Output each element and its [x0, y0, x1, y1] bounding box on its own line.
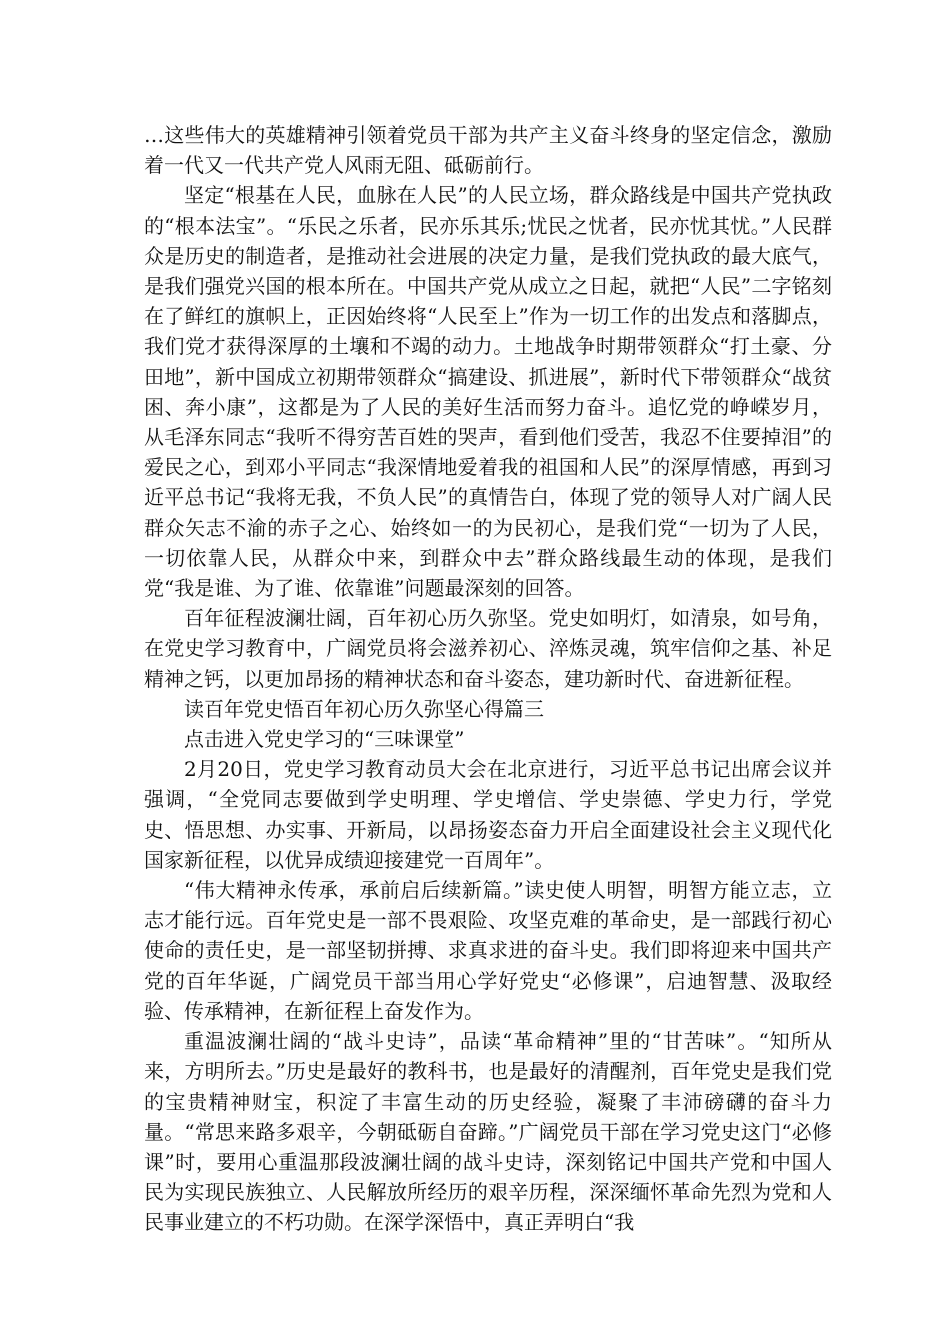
- document-page: [144, 120, 832, 1238]
- section-heading: 读百年党史悟百年初心历久弥坚心得篇三: [184, 696, 544, 721]
- paragraph: 2月20日，党史学习教育动员大会在北京进行，习近平总书记出席会议并强调，“全党同志要做到学史明理、学史增信、学史崇德、学史力行，学党史、悟思想、办实事、开新局，以昂扬姿态奋力开启全面建设社会主义现代化国家新征程，以优异成绩迎接建党一百周年”。: [144, 757, 832, 872]
- paragraph: 重温波澜壮阔的“战斗史诗”，品读“革命精神”里的“甘苦味”。“知所从来，方明所去。”历史是最好的教科书，也是最好的清醒剂，百年党史是我们党的宝贵精神财宝，积淀了丰富生动的历史经验，凝聚了丰沛磅礴的奋斗力量。“常思来路多艰辛，今朝砥砺自奋蹄。”广阔党员干部在学习党史这门“必修课”时，要用心重温那段波澜壮阔的战斗史诗，深刻铭记中国共产党和中国人民为实现民族独立、人民解放所经历的艰辛历程，深深缅怀革命先烈为党和人民事业建立的不朽功勋。在深学深悟中，真正弄明白“我: [144, 1029, 832, 1235]
- paragraph: …这些伟大的英雄精神引领着党员干部为共产主义奋斗终身的坚定信念，激励着一代又一代共产党人风雨无阻、砥砺前行。: [144, 123, 832, 178]
- paragraph: 坚定“根基在人民，血脉在人民”的人民立场，群众路线是中国共产党执政的“根本法宝”。“乐民之乐者，民亦乐其乐;忧民之忧者，民亦忧其忧。”人民群众是历史的制造者，是推动社会进展的决定力量，是我们党执政的最大底气，是我们强党兴国的根本所在。中国共产党从成立之日起，就把“人民”二字铭刻在了鲜红的旗帜上，正因始终将“人民至上”作为一切工作的出发点和落脚点，我们党才获得深厚的土壤和不竭的动力。土地战争时期带领群众“打土豪、分田地”，新中国成立初期带领群众“搞建设、抓进展”，新时代下带领群众“战贫困、奔小康”，这都是为了人民的美好生活而努力奋斗。追忆党的峥嵘岁月，从毛泽东同志“我听不得穷苦百姓的哭声，看到他们受苦，我忍不住要掉泪”的爱民之心，到邓小平同志“我深情地爱着我的祖国和人民”的深厚情感，再到习近平总书记“我将无我，不负人民”的真情告白，体现了党的领导人对广阔人民群众矢志不渝的赤子之心、始终如一的为民初心，是我们党“一切为了人民，一切依靠人民，从群众中来，到群众中去”群众路线最生动的体现，是我们党“我是谁、为了谁、依靠谁”问题最深刻的回答。: [144, 183, 832, 601]
- paragraph: 百年征程波澜壮阔，百年初心历久弥坚。党史如明灯，如清泉，如号角，在党史学习教育中，广阔党员将会滋养初心、淬炼灵魂，筑牢信仰之基、补足精神之钙，以更加昂扬的精神状态和奋斗姿态，建功新时代、奋进新征程。: [144, 606, 832, 691]
- link-text: 点击进入党史学习的“三味课堂”: [184, 727, 465, 752]
- paragraph: “伟大精神永传承，承前启后续新篇。”读史使人明智，明智方能立志，立志才能行远。百年党史是一部不畏艰险、攻坚克难的革命史，是一部践行初心使命的责任史，是一部坚韧拼搏、求真求进的奋斗史。我们即将迎来中国共产党的百年华诞，广阔党员干部当用心学好党史“必修课”，启迪智慧、汲取经验、传承精神，在新征程上奋发作为。: [144, 878, 832, 1023]
